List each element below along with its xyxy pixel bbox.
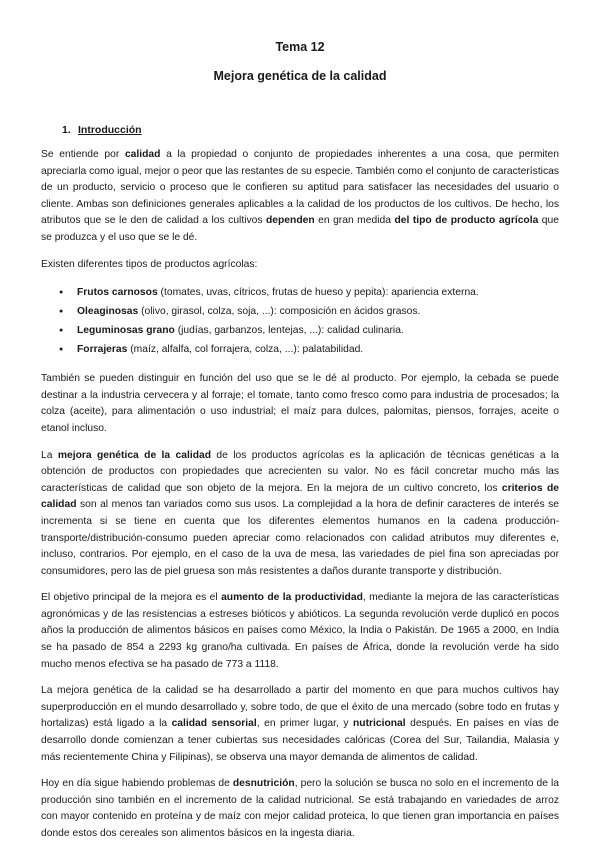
paragraph: Hoy en día sigue habiendo problemas de desnutrición, pero la solución se busca no solo en el incremento de la producción sino también en el incremento de la calidad nutricional. Se está trabajando en variedades de arroz con mayor contenido en proteína y de maíz con mejor calidad proteica, lo que tienen gran importancia en países donde estos dos cereales son alimentos básicos en la ingesta diaria. <box>41 778 559 839</box>
emphasis-text: calidad sensorial <box>171 718 257 730</box>
emphasis-text: Frutos carnosos <box>77 287 158 299</box>
document-title: Mejora genética de la calidad <box>213 69 387 83</box>
emphasis-text: Leguminosas grano <box>77 325 175 337</box>
topic-number: Tema 12 <box>275 40 325 54</box>
emphasis-text: dependen <box>266 215 315 227</box>
emphasis-text: calidad <box>124 149 161 160</box>
paragraph: También se pueden distinguir en función del uso que se le dé al producto. Por ejemplo, la cebada se puede destinar a la industria cervecera y al forraje; el tomate, tanto como fresco como para industria de procesados; la colza (aceite), para alimentación o uso industrial; el maíz para dulces, palomitas, piensos, forrajes, aceite o etanol incluso. <box>41 373 559 434</box>
emphasis-text: nutricional <box>352 718 406 730</box>
document-body <box>41 147 559 853</box>
emphasis-text: mejora genética de la calidad <box>57 449 212 461</box>
paragraph: La mejora genética de la calidad se ha desarrollado a partir del momento en que para muchos cultivos hay superproducción en el mundo desarrollado y, sobre todo, de que el éxito de una mercado (sobre todo en frutas y hortalizas) está ligado a la calidad sensorial, en primer lugar, y nutricional después. En países en vías de desarrollo donde comienzan a tener cubiertas sus necesidades calóricas (Corea del Sur, Tailandia, Malasia y más recientemente China y Filipinas), se observa una mayor demanda de alimentos de calidad. <box>41 685 559 763</box>
list-item: ● Leguminosas grano (judías, garbanzos, lentejas, ...): calidad culinaria. <box>41 321 559 340</box>
paragraph: El objetivo principal de la mejora es el aumento de la productividad, mediante la mejora de las características agronómicas y de las resistencias a estreses bióticos y abióticos. La segunda revolución verde duplicó en pocos años la producción de alimentos básicos en países como México, la India o Pakistán. De 1965 a 2000, en India se ha pasado de 854 a 2293 kg grano/ha cultivada. En países de África, donde la revolución verde ha sido mucho menos efectiva se ha pasado de 773 a 1118. <box>41 592 559 670</box>
emphasis-text: desnutrición <box>232 778 295 790</box>
paragraph: Se entiende por calidad a la propiedad o conjunto de propiedades inherentes a una cosa, que permiten apreciarla como igual, mejor o peor que las restantes de su especie. También como el conjunto de características de un producto, servicio o proceso que le confieren su aptitud para satisfacer las necesidades del usuario o cliente. Ambas son definiciones generales aplicables a la calidad de los productos de los cultivos. De hecho, los atributos que se le den de calidad a los cultivos dependen en gran medida del tipo de producto agrícola que se produzca y el uso que se le dé. <box>41 149 559 243</box>
paragraph: Existen diferentes tipos de productos agrícolas: <box>41 258 258 270</box>
section-heading <box>62 124 142 136</box>
emphasis-text: Oleaginosas <box>77 306 139 318</box>
product-type-list <box>41 283 559 359</box>
list-item: ● Forrajeras (maíz, alfalfa, col forrajera, colza, ...): palatabilidad. <box>41 340 559 359</box>
section-number: 1. <box>62 124 71 136</box>
list-item: ● Oleaginosas (olivo, girasol, colza, soja, ...): composición en ácidos grasos. <box>41 302 559 321</box>
emphasis-text: del tipo de producto agrícola <box>394 215 539 227</box>
emphasis-text: Forrajeras <box>77 344 128 356</box>
list-item: ● Frutos carnosos (tomates, uvas, cítricos, frutas de hueso y pepita): apariencia externa. <box>41 283 559 302</box>
emphasis-text: aumento de la productividad <box>221 592 363 604</box>
section-title: Introducción <box>78 124 142 136</box>
paragraph: La mejora genética de la calidad de los productos agrícolas es la aplicación de técnicas genéticas a la obtención de productos con propiedades que acrecienten su valor. No es fácil concretar mucho más las características de calidad que son objeto de la mejora. En la mejora de un cultivo concreto, los criterios de calidad son al menos tan variados como sus usos. La complejidad a la hora de definir caracteres de interés se incrementa si se tiene en cuenta que los diferentes elementos humanos en la cadena producción-transporte/distribución-consumo pueden apreciar como relacionados con calidad atributos muy diferentes e, incluso, contrarios. Por ejemplo, en el caso de la uva de mesa, las variedades de piel fina son apreciadas por consumidores, pero las de piel gruesa son más resistentes a daños durante transporte y distribución. <box>41 449 559 577</box>
emphasis-text: criterios de calidad <box>41 482 559 511</box>
